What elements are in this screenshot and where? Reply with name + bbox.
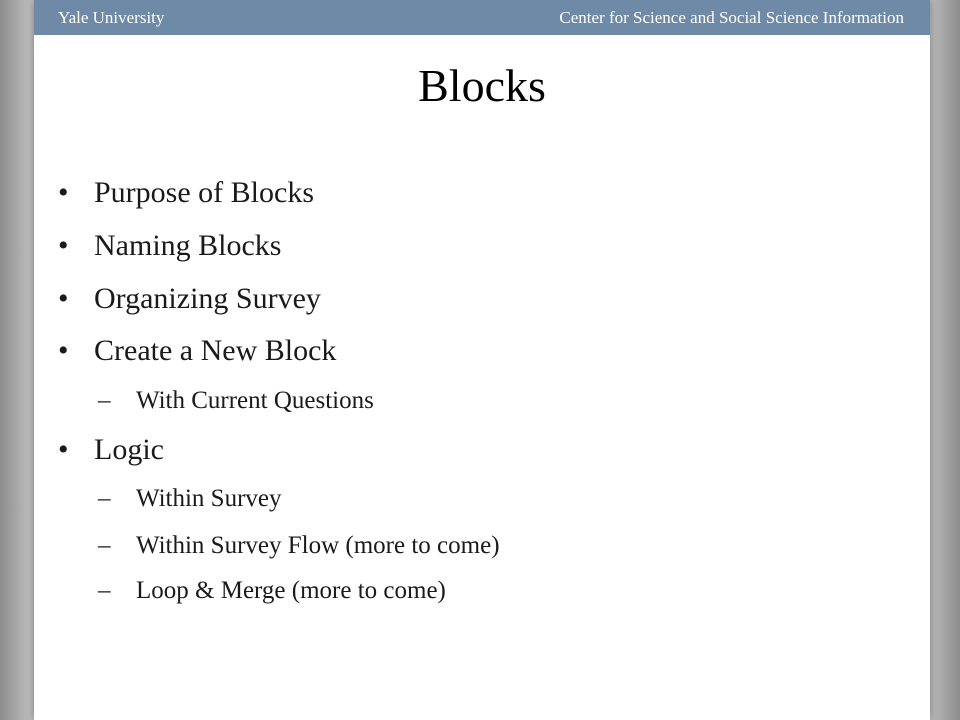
bullet-text: Organizing Survey — [94, 282, 321, 315]
sub-bullet-text: With Current Questions — [136, 387, 374, 414]
institution-label: Yale University — [58, 8, 165, 27]
department-label: Center for Science and Social Science Information — [559, 8, 904, 27]
bullet-item — [58, 228, 282, 264]
bullet-text: Logic — [94, 433, 164, 466]
dash-icon: – — [98, 485, 111, 512]
sub-bullet-text: Loop & Merge (more to come) — [136, 577, 446, 604]
bullet-icon: • — [58, 229, 69, 262]
dash-icon: – — [98, 532, 111, 559]
slide-title: Blocks — [418, 60, 546, 111]
bullet-icon: • — [58, 433, 69, 466]
bullet-item — [58, 281, 321, 317]
slide — [34, 0, 930, 720]
bullet-item — [58, 432, 164, 468]
bullet-item — [58, 333, 336, 369]
sub-bullet-item — [98, 531, 500, 561]
bullet-item — [58, 175, 314, 211]
bullet-text: Create a New Block — [94, 334, 337, 367]
bullet-text: Purpose of Blocks — [94, 176, 314, 209]
sub-bullet-item — [98, 484, 282, 514]
bullet-text: Naming Blocks — [94, 229, 282, 262]
sub-bullet-item — [98, 576, 446, 606]
bullet-icon: • — [58, 334, 69, 367]
bullet-icon: • — [58, 176, 69, 209]
dash-icon: – — [98, 387, 111, 414]
sub-bullet-text: Within Survey — [136, 485, 282, 512]
bullet-list — [34, 0, 930, 720]
sub-bullet-text: Within Survey Flow (more to come) — [136, 532, 500, 559]
bullet-icon: • — [58, 282, 69, 315]
sub-bullet-item — [98, 386, 374, 416]
dash-icon: – — [98, 577, 111, 604]
